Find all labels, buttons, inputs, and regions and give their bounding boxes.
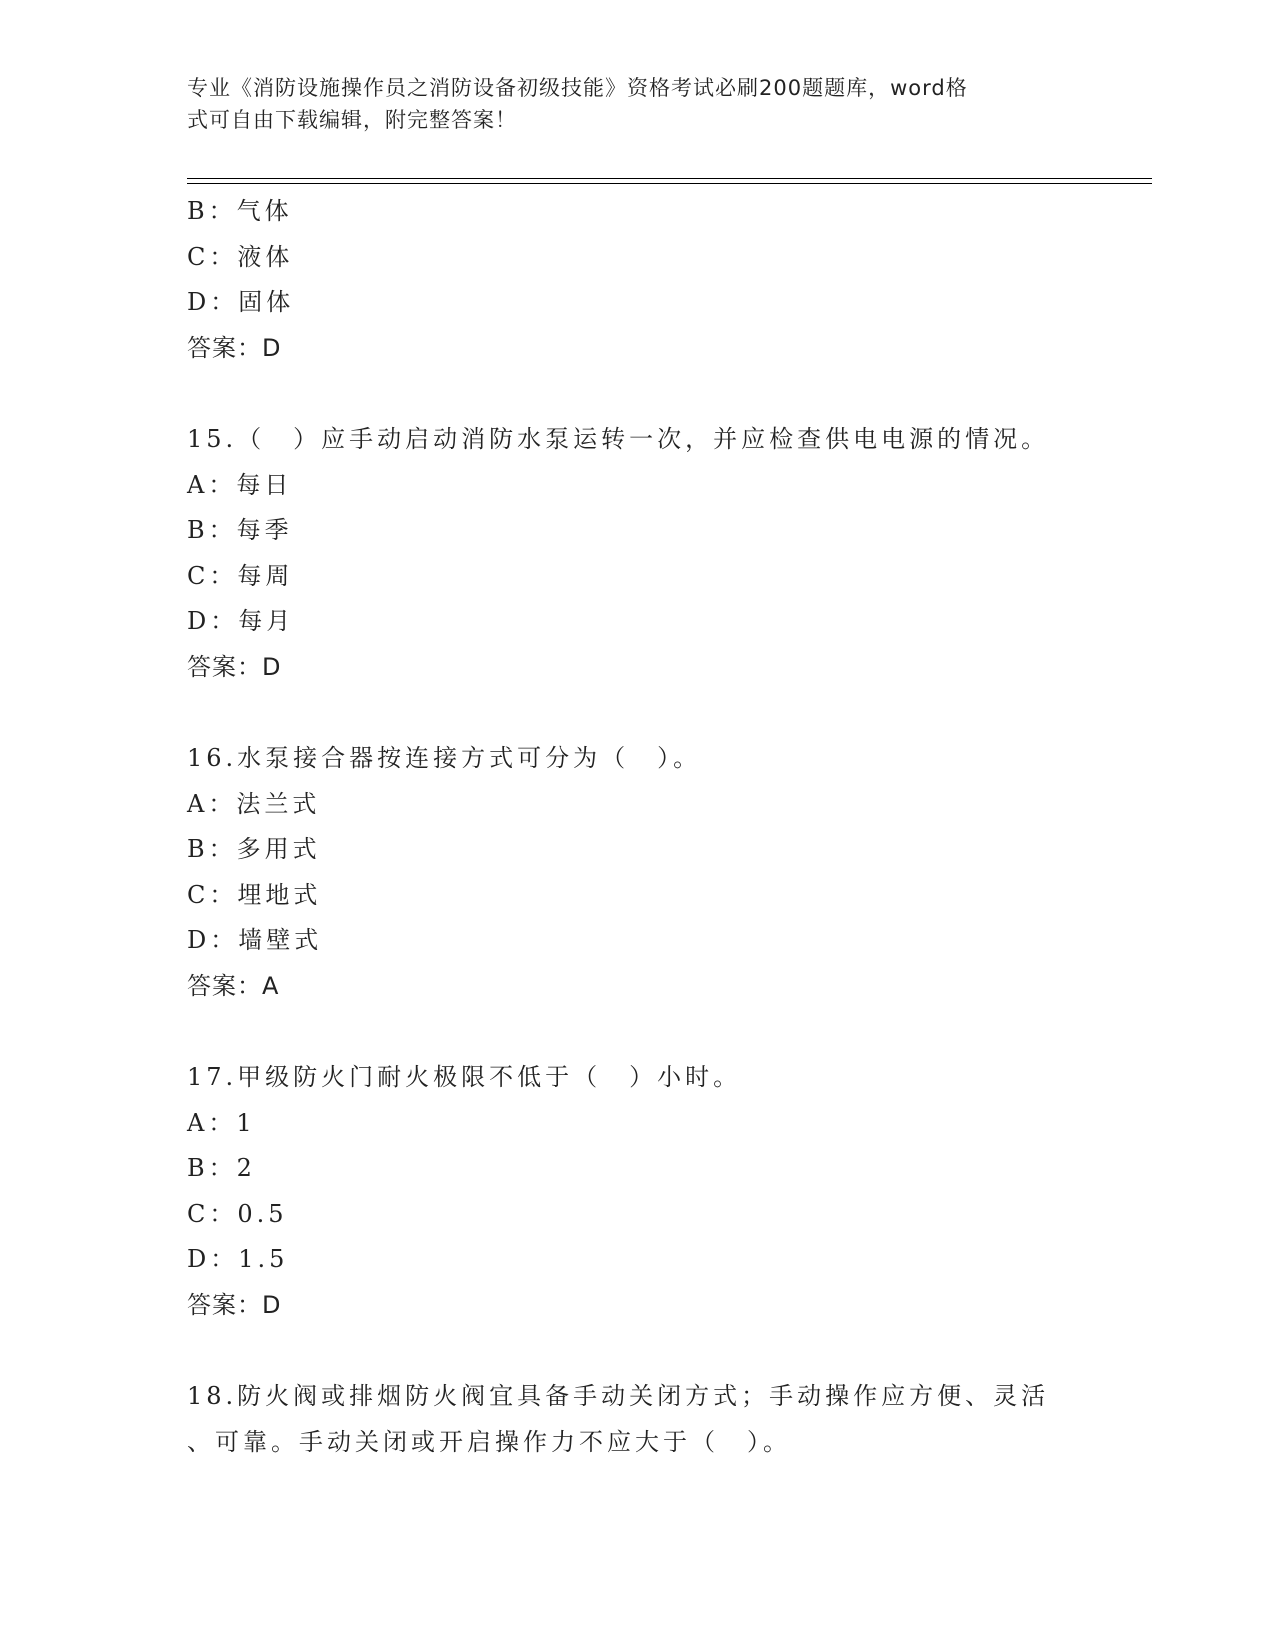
option-b: B：多用式 [187,835,321,863]
question-17 [187,1055,1087,1328]
answer: 答案：A [187,971,280,1000]
option-d: D：1.5 [187,1245,289,1273]
question-15 [187,417,1087,690]
option-c: C：每周 [187,561,294,590]
answer: 答案：D [187,1290,282,1319]
answer: 答案：D [187,333,282,362]
header-title-line-2: 式可自由下载编辑，附完整答案！ [187,108,517,132]
question-stem-line-2: 、可靠。手动关闭或开启操作力不应大于（ ）。 [187,1427,791,1456]
option-b: B：2 [187,1154,256,1182]
document-header [187,72,1067,136]
question-14-tail [187,189,1087,371]
option-b: B：气体 [187,197,293,225]
header-divider [187,178,1152,184]
option-c: C：埋地式 [187,880,322,909]
question-16 [187,736,1087,1009]
answer: 答案：D [187,652,282,681]
option-c: C：液体 [187,242,294,271]
option-c: C：0.5 [187,1199,288,1228]
option-a: A：1 [187,1108,256,1137]
spacer [187,371,1087,417]
option-b: B：每季 [187,516,293,544]
option-d: D：墙壁式 [187,926,323,954]
document-body [187,189,1087,1465]
header-title-line-1: 专业《消防设施操作员之消防设备初级技能》资格考试必刷200题题库，word格 [187,76,968,100]
spacer [187,690,1087,736]
question-stem-line-1: 18.防火阀或排烟防火阀宜具备手动关闭方式；手动操作应方便、灵活 [187,1382,1050,1410]
option-d: D：固体 [187,288,295,316]
option-a: A：法兰式 [187,789,321,818]
option-a: A：每日 [187,470,293,499]
question-18 [187,1374,1087,1465]
question-stem: 15.（ ）应手动启动消防水泵运转一次，并应检查供电电源的情况。 [187,425,1050,453]
question-stem: 17.甲级防火门耐火极限不低于（ ）小时。 [187,1063,742,1091]
spacer [187,1009,1087,1055]
spacer [187,1328,1087,1374]
option-d: D：每月 [187,607,295,635]
question-stem: 16.水泵接合器按连接方式可分为（ ）。 [187,744,702,772]
